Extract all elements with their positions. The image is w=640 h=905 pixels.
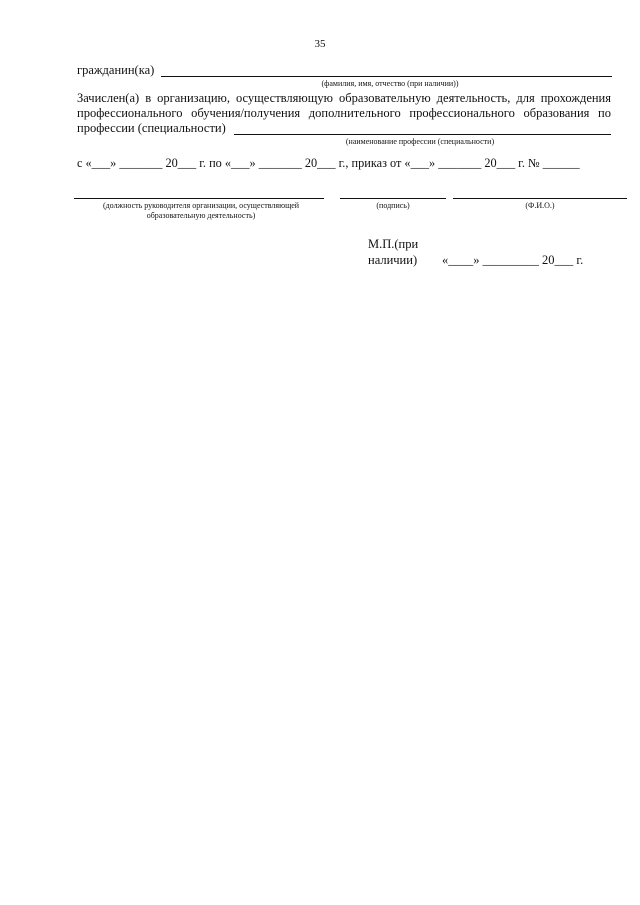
enrolled-line-1: Зачислен(а) в организацию, осуществляющую образовательную деятельность, для прохождения — [77, 91, 611, 105]
profession-caption: (наименование профессии (специальности) — [345, 137, 495, 146]
citizen-name-line — [161, 76, 612, 77]
citizen-label: гражданин(ка) — [77, 63, 155, 77]
position-caption-1: (должность руководителя организации, осуществляющей — [102, 201, 300, 210]
enrolled-paragraph — [77, 91, 611, 121]
citizen-caption: (фамилия, имя, отчество (при наличии)) — [321, 79, 459, 88]
name-line — [453, 198, 627, 199]
name-caption: (Ф.И.О.) — [525, 201, 555, 210]
signature-caption: (подпись) — [376, 201, 410, 210]
stamp-date: «____» _________ 20___ г. — [442, 253, 584, 267]
signature-line — [340, 198, 446, 199]
period-order-line: с «___» _______ 20___ г. по «___» _______ 20___ г., приказ от «___» _______ 20___ г. № ______ — [77, 156, 580, 170]
enrolled-line-2: профессионального обучения/получения дополнительного профессионального образования по — [77, 106, 611, 120]
position-caption-2: образовательную деятельность) — [146, 211, 256, 220]
profession-line — [234, 134, 611, 135]
enrolled-line-3: профессии (специальности) — [77, 121, 226, 135]
stamp-label-2: наличии) — [368, 253, 418, 267]
page-number: 35 — [314, 38, 326, 50]
position-line — [74, 198, 324, 199]
stamp-label-1: М.П.(при — [368, 237, 419, 251]
